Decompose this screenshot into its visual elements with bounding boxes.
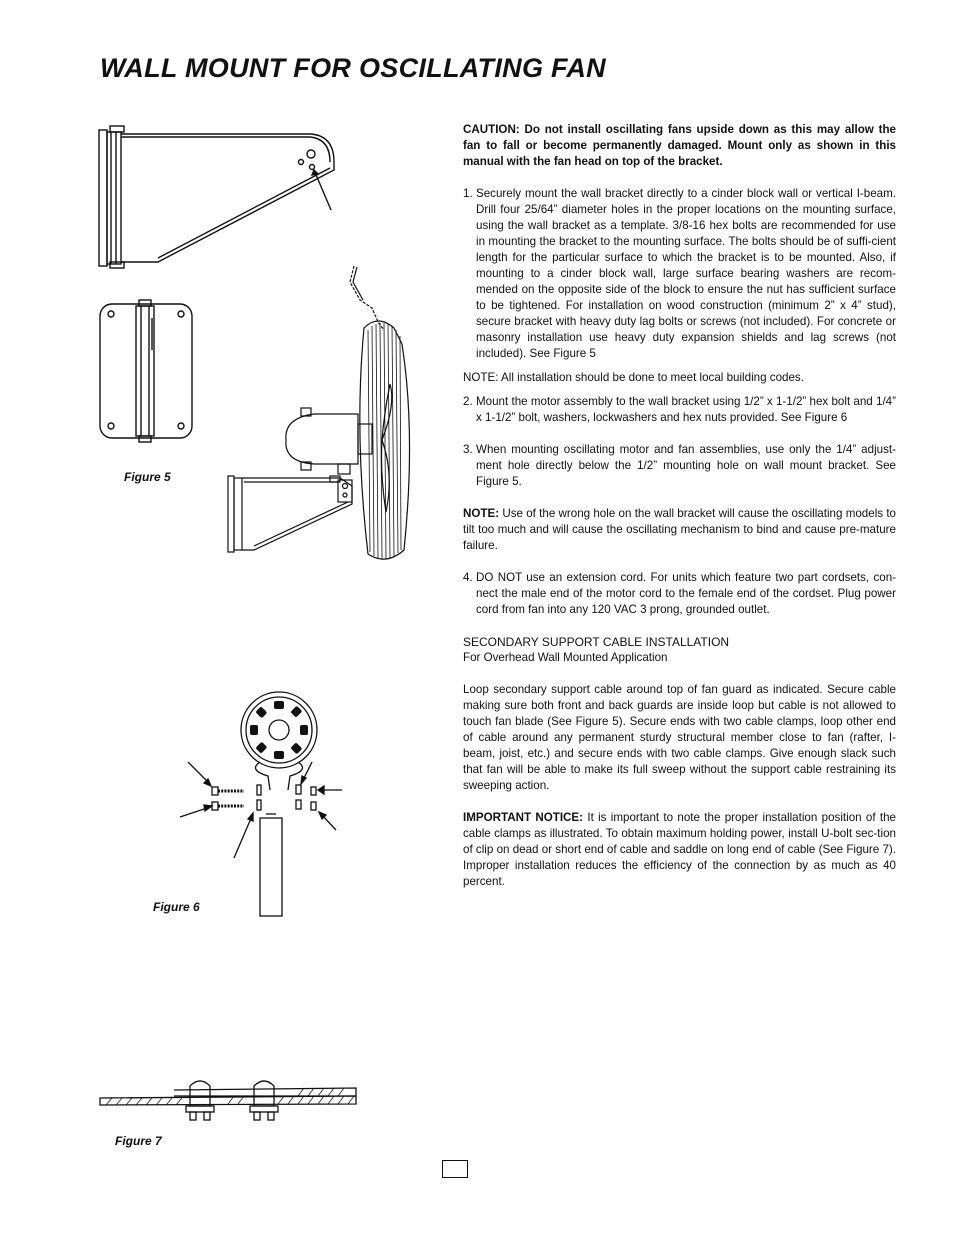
steps-list-part-2 xyxy=(463,394,896,490)
step-text: When mounting oscillating motor and fan assemblies, use only the 1/4” adjust-ment hole directly below the 1/2” mounting hole on wall mount bracket. See Figure 5. xyxy=(476,443,896,488)
step-number: 2. xyxy=(463,395,473,408)
caution-notice: CAUTION: Do not install oscillating fans upside down as this may allow the fan to fall or become permanently damaged. Mount only as shown in this manual with the fan head on top of the bracket. xyxy=(463,123,896,168)
step-text: Securely mount the wall bracket directly to a cinder block wall or vertical I-beam. Drill four 25/64” diameter holes in the proper locations on the mounting surface, using the wall bracket as a template. 3/8-16 hex bolts are recommended for use in mounting the bracket to the mounting surface. The bolts should be of suffi-cient length for the particular surface to which the bracket is to be mounted. Also, if mounting to a cinder block wall, large surface bearing washers are recom-mended on the opposite side of the block to ensure the nut has sufficient surface to be tightened. For installation on wood construction (minimum 2” x 4” stud), secure bracket with heavy duty lag bolts or screws (not included). For concrete or masonry installation use heavy duty expansion shields and lag screws (not included). See Figure 5 xyxy=(476,187,896,360)
figure-5-bracket-side-view xyxy=(96,124,341,272)
figure-7-caption: Figure 7 xyxy=(115,1134,162,1148)
figure-6-caption: Figure 6 xyxy=(153,900,200,914)
page-title: WALL MOUNT FOR OSCILLATING FAN xyxy=(100,53,606,83)
note-text: Use of the wrong hole on the wall bracket will cause the oscillating models to tilt too much and will cause the oscillating mechanism to bind and cause pre-mature failure. xyxy=(463,507,896,552)
figure-6-mount-exploded xyxy=(178,690,348,918)
step-number: 1. xyxy=(463,187,473,200)
step-number: 3. xyxy=(463,443,473,456)
page-number-box xyxy=(442,1160,468,1178)
step-4 xyxy=(463,570,896,618)
instructions-column xyxy=(463,122,896,890)
step-number: 4. xyxy=(463,571,473,584)
step-3 xyxy=(463,442,896,490)
note-label: NOTE: xyxy=(463,507,500,520)
step-text: DO NOT use an extension cord. For units which feature two part cordsets, con-nect the male end of the motor cord to the female end of the cordset. Plug power cord from fan into any 120 VAC 3 prong, grounded outlet. xyxy=(476,571,896,616)
secondary-cable-body: Loop secondary support cable around top of fan guard as indicated. Secure cable making sure both front and back guards are inside loop but cable is not allowed to touch fan blade (See Figure 5). Secure ends with two cable clamps, loop other end of cable around any permanent sturdy structural member close to fan (rafter, I-beam, joist, etc.) and secure ends with two cable clamps. Give enough slack such that fan will be able to make its full sweep without the support cable restraining its sweeping action. xyxy=(463,683,896,792)
figure-5-caption: Figure 5 xyxy=(124,470,171,484)
figure-5-bracket-front-plate xyxy=(97,298,195,444)
figure-7-cable-clamps xyxy=(98,1082,360,1122)
important-notice xyxy=(463,810,896,890)
secondary-cable-subheading: For Overhead Wall Mounted Application xyxy=(463,651,668,664)
note-wrong-hole xyxy=(463,506,896,554)
steps-list-part-1 xyxy=(463,186,896,362)
steps-list-part-3 xyxy=(463,570,896,618)
important-text: It is important to note the proper installation position of the cable clamps as illustrated. To obtain maximum holding power, install U-bolt sec-tion of clip on dead or short end of cable and saddle on long end of cable (See Figure 7). Improper installation reduces the efficiency of the connection by as much as 40 percent. xyxy=(463,811,897,888)
note-building-codes: NOTE: All installation should be done to meet local building codes. xyxy=(463,371,804,384)
step-text: Mount the motor assembly to the wall bracket using 1/2” x 1-1/2” hex bolt and 1/4” x 1-1/2” bolt, washers, lockwashers and hex nuts provided. See Figure 6 xyxy=(476,395,896,424)
step-1 xyxy=(463,186,896,362)
secondary-cable-heading: SECONDARY SUPPORT CABLE INSTALLATION xyxy=(463,635,730,649)
important-label: IMPORTANT NOTICE: xyxy=(463,811,584,824)
figure-5-fan-assembly xyxy=(226,264,426,564)
step-2 xyxy=(463,394,896,426)
